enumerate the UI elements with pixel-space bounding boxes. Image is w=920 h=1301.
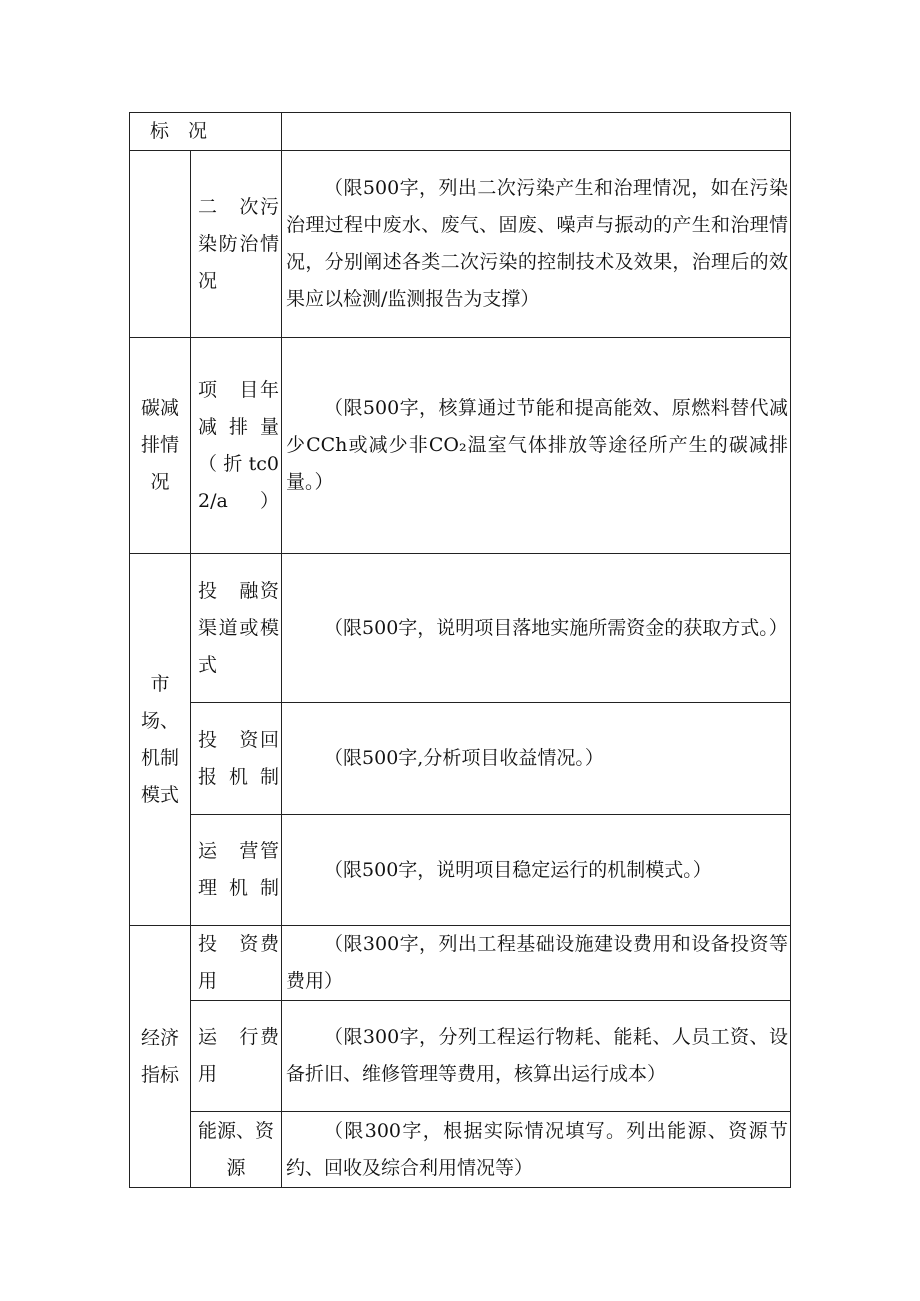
table-row <box>130 926 791 1001</box>
project-form-table <box>129 112 791 1188</box>
table-row <box>130 151 791 338</box>
secondary-pollution-label: 二 次污染防治情况 <box>191 151 282 338</box>
operation-mechanism-desc: （限500字，说明项目稳定运行的机制模式。） <box>282 815 791 926</box>
table-row <box>130 113 791 151</box>
financing-desc: （限500字，说明项目落地实施所需资金的获取方式。） <box>282 554 791 703</box>
investment-cost-desc: （限300字，列出工程基础设施建设费用和设备投资等费用） <box>282 926 791 1001</box>
secondary-pollution-desc: （限500字，列出二次污染产生和治理情况，如在污染治理过程中废水、废气、固废、噪声与振动的产生和治理情况，分别阐述各类二次污染的控制技术及效果，治理后的效果应以检测/监测报告为支撑） <box>282 151 791 338</box>
table-row <box>130 554 791 703</box>
table-row <box>130 1001 791 1112</box>
table-row <box>130 815 791 926</box>
continued-desc-cell <box>282 113 791 151</box>
table-row <box>130 703 791 815</box>
economic-indicator-category: 经济指标 <box>130 926 191 1188</box>
operation-mechanism-label: 运 营管理机制 <box>191 815 282 926</box>
continued-category-label: 标 况 <box>130 113 282 151</box>
annual-reduction-label: 项 目年减排量（折tc02/a） <box>191 338 282 554</box>
financing-label: 投 融资渠道或模式 <box>191 554 282 703</box>
table-row <box>130 1112 791 1188</box>
energy-resource-label: 能源、资源 <box>191 1112 282 1188</box>
table-row <box>130 338 791 554</box>
operation-cost-desc: （限300字，分列工程运行物耗、能耗、人员工资、设备折旧、维修管理等费用，核算出运行成本） <box>282 1001 791 1112</box>
carbon-reduction-category: 碳减排情况 <box>130 338 191 554</box>
market-mechanism-category: 市场、机制模式 <box>130 554 191 926</box>
carbon-reduction-desc: （限500字，核算通过节能和提高能效、原燃料替代减少CCh或减少非CO₂温室气体排放等途径所产生的碳减排量。） <box>282 338 791 554</box>
category-cell-empty <box>130 151 191 338</box>
energy-resource-desc: （限300字，根据实际情况填写。列出能源、资源节约、回收及综合利用情况等） <box>282 1112 791 1188</box>
operation-cost-label: 运 行费用 <box>191 1001 282 1112</box>
investment-return-desc: （限500字,分析项目收益情况。） <box>282 703 791 815</box>
investment-cost-label: 投 资费用 <box>191 926 282 1001</box>
investment-return-label: 投 资回报机制 <box>191 703 282 815</box>
